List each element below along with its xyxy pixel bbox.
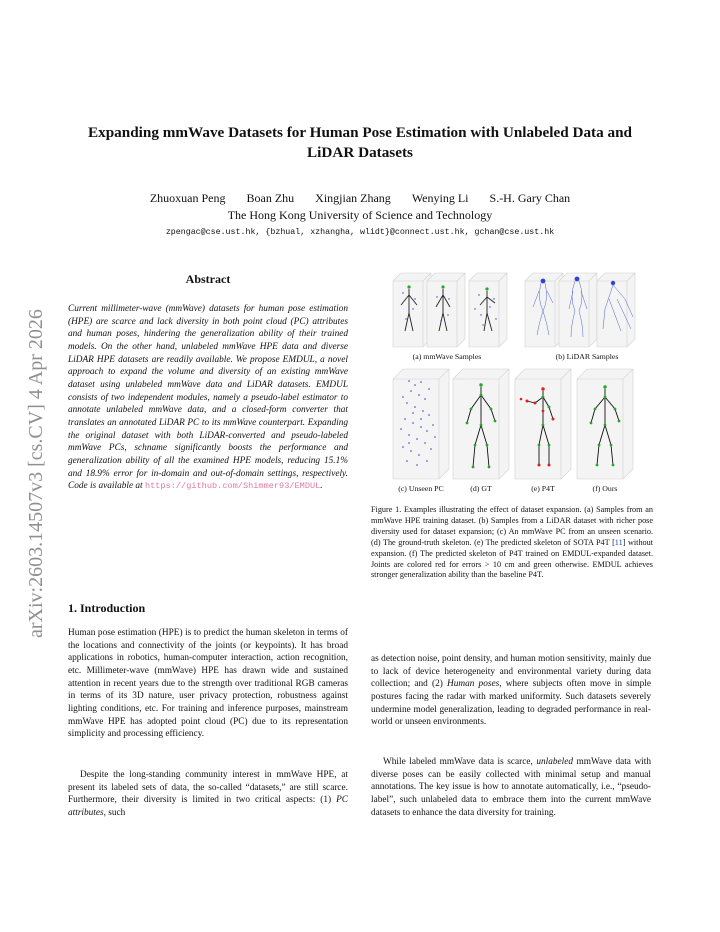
citation-link[interactable]: 11: [614, 537, 623, 547]
abstract-heading: Abstract: [185, 272, 231, 286]
sublabel-c: (c) Unseen PC: [398, 484, 444, 493]
para4-text: While labeled mmWave data is scarce,: [383, 757, 537, 767]
sublabel-e: (e) P4T: [531, 484, 555, 493]
arxiv-identifier: arXiv:2603.14507v3 [cs.CV] 4 Apr 2026: [25, 309, 47, 638]
paper-title: Expanding mmWave Datasets for Human Pose Estimation with Unlabeled Data and LiDAR Datasets: [88, 124, 632, 161]
panel-mmwave-samples: [393, 273, 507, 347]
panel-unseen-pc: [393, 369, 449, 479]
author-emails: zpengac@cse.ust.hk, {bzhual, xzhangha, wlidt}@connect.ust.hk, gchan@cse.ust.hk: [165, 228, 555, 237]
affiliation: The Hong Kong University of Science and Technology: [227, 208, 493, 222]
author-name: Boan Zhu: [246, 191, 295, 205]
para4-emphasis: unlabeled: [536, 757, 573, 767]
abstract-text: [68, 303, 348, 493]
author-name: Zhuoxuan Peng: [149, 191, 226, 205]
panel-ours: [577, 369, 633, 479]
figure-1: [391, 269, 653, 495]
intro-paragraph-1: Human pose estimation (HPE) is to predict the human skeleton in terms of the locations and connectivity of the joints (or keypoints). It has broad applications in robotics, human-computer interaction, action recognition, etc. Millimeter-wave (mmWave) HPE has drawn wide and sustained attention in recent years due to the strength over traditional RGB cameras in terms of its 3D nature, user privacy protection, robustness against lighting conditions, etc. For training and inference purposes, mainstream mmWave HPE has adopted point cloud (PC) due to its representation simplicity and processing efficiency.: [68, 628, 348, 740]
intro-paragraph-4: [371, 756, 651, 819]
para3-text-end: , where subjects often move in simple postures facing the radar with marked uniformity. Such datasets severely undermine model generalization, leading to degraded performance in real-world or unseen environments.: [371, 679, 651, 728]
sublabel-a: (a) mmWave Samples: [412, 352, 482, 361]
para3-text: as detection noise, point density, and human motion sensitivity, mainly due to lack of device heterogeneity and environmental variety during data collection; and (2): [371, 654, 651, 690]
para2-emphasis: PC attributes: [68, 795, 348, 818]
sublabel-b: (b) LiDAR Samples: [555, 352, 619, 361]
para2-text-end: , such: [103, 807, 126, 818]
panel-p4t: [515, 369, 571, 479]
abstract-body: Current millimeter-wave (mmWave) datasets for human pose estimation (HPE) are scarce and lack diversity in both point cloud (PC) attributes and human poses, hindering the generalization ability of their trained models. On the other hand, unlabeled mmWave HPE data and diverse LiDAR HPE datasets are readily available. We propose EMDUL, a novel approach to expand the volume and diversity of an existing mmWave dataset using unlabeled mmWave data and LiDAR datasets. EMDUL consists of two independent modules, namely a pseudo-label estimator to annotate unlabeled mmWave data, and a closed-form converter that translates an annotated LiDAR PC to its mmWave counterpart. Expanding the original dataset with both LiDAR-converted and pseudo-labeled mmWave PCs, schname significantly boosts the performance and generalization ability of all the examined HPE models, reducing 15.1% and 18.9% error for in-domain and out-of-domain settings, respectively. Code is available at: [68, 304, 348, 492]
caption-text: Figure 1. Examples illustrating the effect of dataset expansion. (a) Samples from an mmWave HPE training dataset. (b) Samples from a LiDAR dataset with richer pose diversity used for dataset expansion; (c) An mmWave PC from an unseen scenario. (d) The ground-truth skeleton. (e) The predicted skeleton of SOTA P4T [: [371, 505, 653, 547]
sublabel-d: (d) GT: [470, 484, 492, 493]
intro-paragraph-3: [371, 653, 651, 729]
code-link[interactable]: https://github.com/Shimmer93/EMDUL: [144, 481, 321, 492]
section-heading-introduction: 1. Introduction: [68, 601, 146, 615]
sublabel-f: (f) Ours: [592, 484, 618, 493]
caption-text-end: ] without expansion. (f) The predicted skeleton of P4T trained on EMDUL-expanded dataset. Joints are colored red for errors > 10 cm and green otherwise. EMDUL achieves stronger generalization ability than the baseline P4T.: [371, 537, 653, 580]
para2-text: Despite the long-standing community interest in mmWave HPE, at present its labeled sets of data, the so-called “datasets,” are still scarce. Furthermore, their diversity is limited in two critical aspects: (1): [68, 770, 348, 806]
figure-caption: [371, 505, 653, 581]
panel-lidar-samples: [525, 273, 635, 347]
author-name: Wenying Li: [411, 191, 469, 205]
para3-emphasis: Human poses: [447, 679, 500, 690]
intro-paragraph-2: [68, 769, 348, 820]
author-list: [80, 190, 640, 206]
author-name: Xingjian Zhang: [315, 191, 391, 205]
abstract-end: .: [320, 481, 323, 492]
author-name: S.-H. Gary Chan: [489, 191, 571, 205]
para4-text-end: mmWave data with diverse poses can be easily collected with minimal setup and manual annotations. The key issue is how to annotate automatically, i.e., “pseudo-label”, such unlabeled data to embrace them into the current mmWave datasets to enhance the data diversity for training.: [371, 757, 651, 818]
arxiv-stamp: [14, 160, 54, 760]
panel-ground-truth: [453, 369, 509, 479]
